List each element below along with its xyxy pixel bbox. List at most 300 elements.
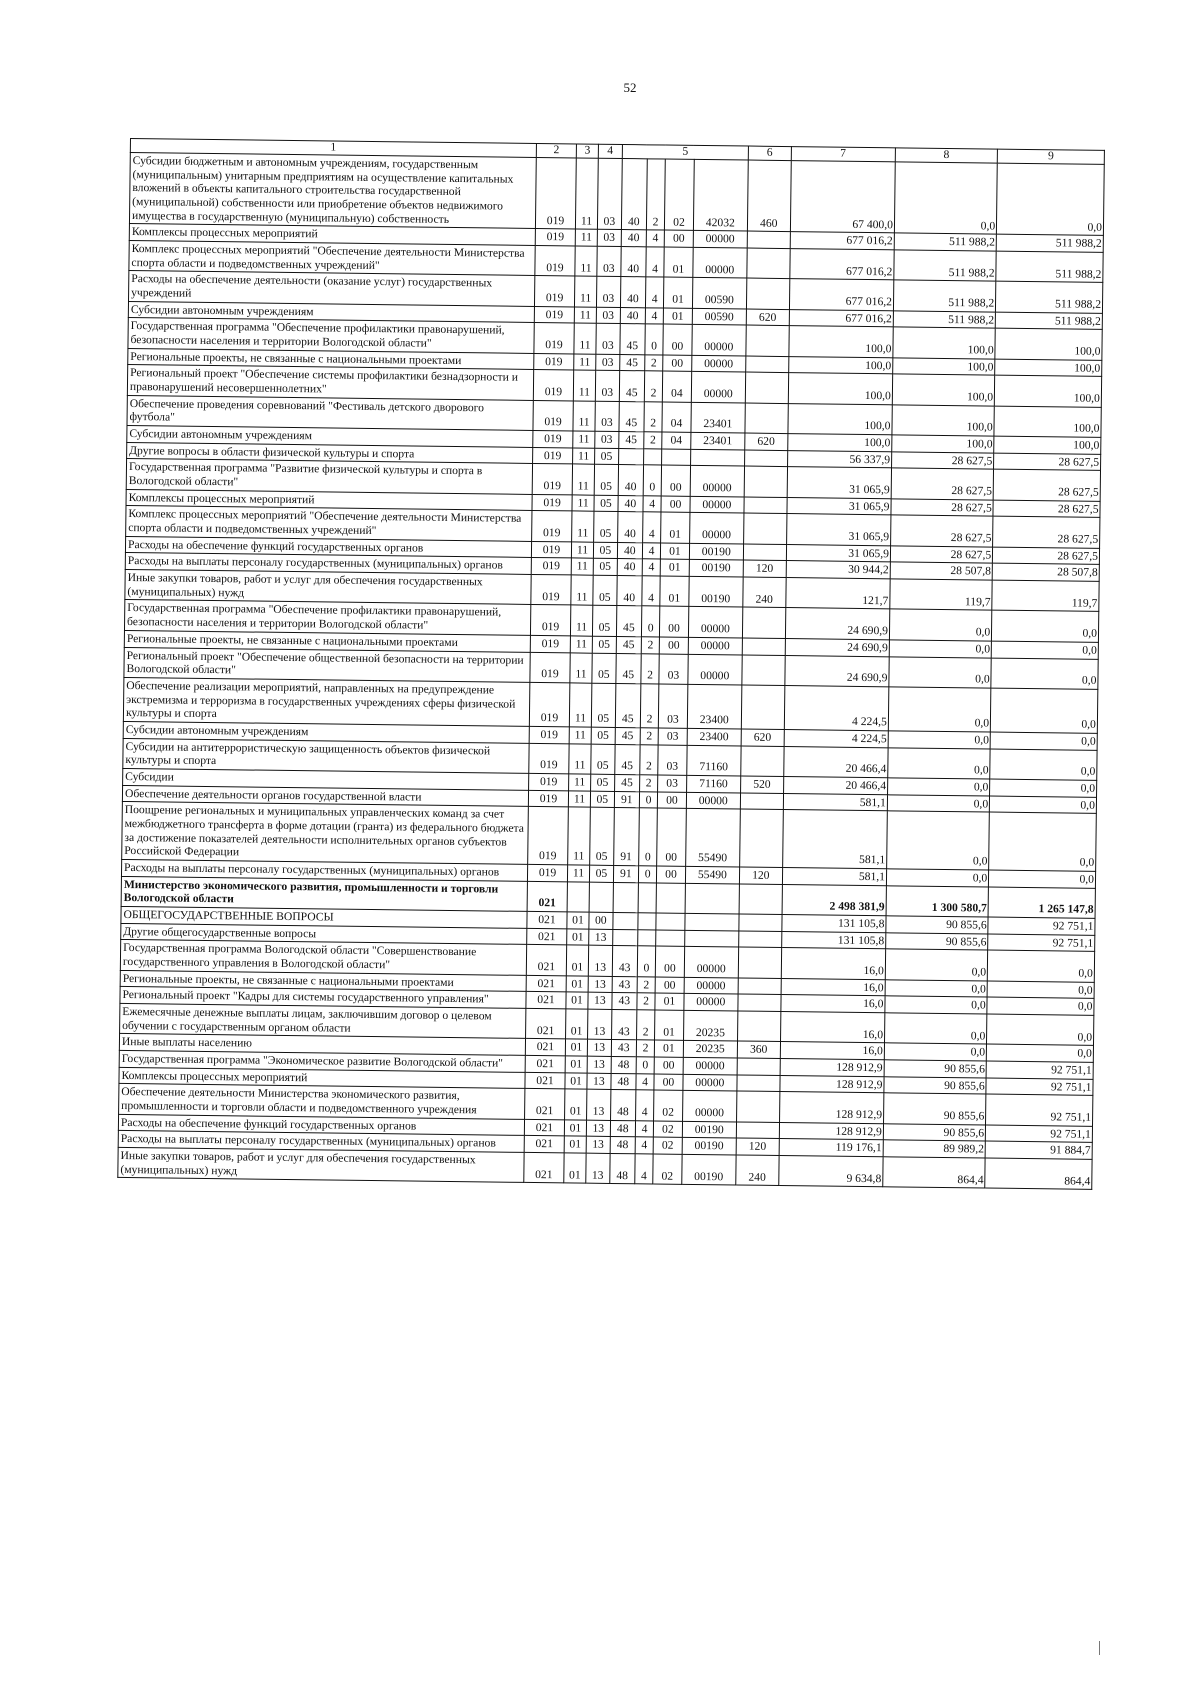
amount-col-8: 0,0: [889, 656, 992, 688]
code-ministry: 021: [524, 1089, 565, 1120]
code-program: 48: [610, 1090, 635, 1121]
row-name: Комплекс процессных мероприятий "Обеспечение деятельности Министерства спорта области и подведомственных учреждений": [126, 506, 532, 541]
row-name: ОБЩЕГОСУДАРСТВЕННЫЕ ВОПРОСЫ: [121, 906, 527, 928]
row-name: Комплексы процессных мероприятий: [129, 224, 535, 246]
code-program: 43: [611, 1009, 636, 1040]
code-direction: 00000: [684, 947, 739, 978]
code-type: 2: [637, 976, 656, 993]
amount-col-8: 90 855,6: [884, 1076, 986, 1094]
code-direction: 55490: [685, 809, 740, 867]
code-type: 4: [643, 496, 662, 513]
amount-col-7: 100,0: [787, 434, 892, 452]
amount-col-9: 28 627,5: [993, 500, 1100, 518]
row-name: Комплексы процессных мероприятий: [126, 489, 532, 511]
amount-col-8: 90 855,6: [886, 916, 988, 934]
code-element: 00: [657, 866, 685, 883]
code-program: 45: [619, 371, 644, 402]
code-element: 03: [658, 728, 686, 745]
code-subsection: 03: [595, 401, 619, 432]
header-col-5: 5: [622, 145, 748, 161]
code-direction: 71160: [686, 775, 741, 792]
amount-col-8: 0,0: [889, 609, 992, 641]
amount-col-9: 100,0: [994, 436, 1101, 454]
row-name: Обеспечение деятельности Министерства экономического развития, промышленности и торговли области и подведомственного учреждения: [119, 1084, 525, 1119]
amount-col-7: 677 016,2: [790, 232, 895, 250]
code-type: 0: [639, 791, 658, 808]
row-name: Региональные проекты, не связанные с национальными проектами: [128, 348, 534, 370]
amount-col-7: 4 224,5: [784, 729, 889, 747]
code-expense-type: [737, 1091, 780, 1122]
amount-col-9: 0,0: [997, 163, 1105, 236]
code-program: 40: [617, 559, 642, 576]
amount-col-9: 92 751,1: [988, 917, 1095, 935]
code-subsection: 05: [590, 774, 614, 791]
amount-col-7: 20 466,4: [783, 746, 888, 778]
code-section: 11: [576, 158, 599, 230]
amount-col-8: 0,0: [888, 747, 991, 779]
amount-col-9: 0,0: [990, 749, 1097, 781]
row-name: Субсидии автономным учреждениям: [123, 721, 529, 743]
scan-mark: [1099, 1641, 1100, 1655]
code-expense-type: [743, 544, 786, 561]
amount-col-9: 100,0: [995, 375, 1102, 407]
code-section: 11: [574, 323, 596, 354]
code-subsection: 05: [592, 653, 616, 684]
code-subsection: 13: [588, 976, 612, 993]
code-element: 03: [658, 775, 686, 792]
code-ministry: 021: [527, 928, 567, 945]
code-type: 2: [637, 993, 656, 1010]
code-type: 0: [637, 946, 656, 977]
amount-col-8: 511 988,2: [893, 311, 995, 329]
code-ministry: 021: [525, 1072, 565, 1089]
code-section: 11: [571, 575, 593, 606]
code-element: 02: [654, 1121, 682, 1138]
code-ministry: 021: [527, 881, 568, 912]
code-type: 0: [641, 606, 660, 637]
code-program: 40: [617, 512, 642, 543]
code-subsection: 05: [593, 559, 617, 576]
row-name: Государственная программа "Обеспечение профилактики правонарушений, безопасности населения и территории Вологодской области": [128, 318, 534, 353]
code-type: 2: [644, 432, 663, 449]
code-expense-type: 240: [736, 1155, 779, 1186]
code-direction: 00000: [690, 496, 745, 513]
amount-col-9: 28 507,8: [992, 564, 1099, 582]
amount-col-8: 100,0: [892, 435, 994, 453]
code-subsection: 05: [590, 791, 614, 808]
row-name: Другие вопросы в области физической культуры и спорта: [127, 442, 533, 464]
amount-col-9: 28 627,5: [993, 517, 1100, 549]
code-element: 00: [661, 465, 690, 496]
amount-col-9: 100,0: [995, 359, 1102, 377]
amount-col-9: 28 627,5: [993, 470, 1100, 502]
amount-col-9: 119,7: [992, 580, 1099, 612]
code-section: 11: [569, 774, 591, 791]
row-name: Другие общегосударственные вопросы: [121, 923, 527, 945]
row-name: Иные выплаты населению: [119, 1034, 525, 1056]
code-expense-type: [738, 947, 781, 978]
row-name: Обеспечение деятельности органов государственной власти: [122, 785, 528, 807]
code-program: 40: [617, 576, 642, 607]
code-ministry: 021: [526, 975, 566, 992]
header-col-7: 7: [791, 147, 896, 162]
code-program: 45: [614, 774, 639, 791]
code-type: 2: [636, 1010, 655, 1041]
code-expense-type: [745, 403, 788, 434]
code-element: 00: [663, 355, 691, 372]
amount-col-9: 511 988,2: [996, 251, 1103, 283]
code-subsection: 13: [588, 945, 612, 976]
code-section: 01: [566, 992, 588, 1009]
code-type: 0: [643, 465, 662, 496]
code-direction: 00000: [687, 654, 742, 685]
code-ministry: 019: [529, 743, 570, 774]
row-name: Субсидии: [123, 768, 529, 790]
code-direction: 23401: [690, 432, 745, 449]
code-element: 00: [660, 606, 689, 637]
row-name: Государственная программа Вологодской области "Совершенствование государственного управления в Вологодской области": [120, 940, 526, 975]
row-name: Расходы на выплаты персоналу государственных (муниципальных) органов: [121, 859, 527, 881]
code-expense-type: [744, 497, 787, 514]
code-section: 01: [564, 1120, 586, 1137]
code-element: 00: [665, 230, 693, 247]
code-section: 01: [566, 1009, 588, 1040]
code-expense-type: [745, 372, 788, 403]
amount-col-7: 677 016,2: [789, 279, 894, 311]
amount-col-9: 0,0: [991, 658, 1098, 690]
amount-col-8: 511 988,2: [894, 250, 997, 282]
budget-table: [117, 138, 1105, 1190]
code-program: 40: [621, 230, 646, 247]
code-expense-type: [740, 793, 783, 810]
code-element: 04: [662, 432, 690, 449]
amount-col-9: 0,0: [990, 779, 1097, 797]
amount-col-9: 0,0: [987, 981, 1094, 999]
code-direction: 23400: [687, 728, 742, 745]
code-ministry: 019: [532, 464, 573, 495]
header-col-2: 2: [536, 143, 576, 157]
code-direction: 00000: [682, 1091, 737, 1122]
code-type: 0: [638, 808, 657, 866]
code-ministry: 021: [527, 911, 567, 928]
code-program: 48: [611, 1073, 636, 1090]
code-program: 43: [612, 993, 637, 1010]
amount-col-7: 67 400,0: [790, 161, 895, 234]
code-expense-type: 520: [741, 776, 784, 793]
code-ministry: 021: [526, 992, 566, 1009]
code-program: 43: [612, 976, 637, 993]
row-name: Иные закупки товаров, работ и услуг для обеспечения государственных (муниципальных) нужд: [118, 1147, 524, 1182]
amount-col-8: 90 855,6: [884, 1060, 986, 1078]
code-subsection: 03: [595, 371, 619, 402]
row-name: Государственная программа "Экономическое развитие Вологодской области": [119, 1050, 525, 1072]
code-section: 11: [569, 683, 591, 727]
row-name: Субсидии автономным учреждениям: [128, 301, 534, 323]
amount-col-7: 2 498 381,9: [782, 884, 887, 916]
code-program: 43: [611, 1040, 636, 1057]
code-ministry: 021: [526, 945, 567, 976]
code-element: 01: [661, 512, 690, 543]
code-program: 45: [615, 727, 640, 744]
row-name: Расходы на обеспечение деятельности (оказание услуг) государственных учреждений: [129, 271, 535, 306]
code-direction: 00000: [691, 325, 746, 356]
row-name: Региональный проект "Кадры для системы государственного управления": [120, 987, 526, 1009]
amount-col-7: 31 065,9: [786, 514, 891, 546]
amount-col-9: 28 627,5: [993, 547, 1100, 565]
code-ministry: 021: [524, 1152, 565, 1183]
page-number: 52: [623, 80, 637, 95]
code-section: 01: [564, 1153, 586, 1184]
code-section: 11: [571, 558, 593, 575]
amount-col-7: 16,0: [781, 948, 886, 980]
amount-col-7: 9 634,8: [778, 1156, 883, 1188]
header-col-8: 8: [895, 148, 997, 163]
row-name: Субсидии на антитеррористическую защищенность объектов физической культуры и спорта: [123, 738, 529, 773]
code-expense-type: 620: [745, 433, 788, 450]
amount-col-7: 581,1: [783, 793, 888, 811]
amount-col-7: 31 065,9: [786, 544, 891, 562]
code-element: 01: [655, 1040, 683, 1057]
code-direction: 00000: [690, 466, 745, 497]
row-name: Поощрение региональных и муниципальных управленческих команд за счет межбюджетного трансферта в форме дотации (гранта) из федерального бюджета за достижение показателей деятельности исполнительных органов субъектов Российской Федерации: [122, 802, 529, 865]
code-program: 45: [616, 636, 641, 653]
code-ministry: 019: [529, 726, 569, 743]
code-element: 02: [654, 1090, 683, 1121]
amount-col-9: 0,0: [992, 611, 1099, 643]
code-direction: 00190: [681, 1154, 736, 1185]
code-section: 11: [573, 431, 595, 448]
code-element: 01: [664, 277, 693, 308]
amount-col-7: 24 690,9: [785, 608, 890, 640]
code-ministry: 019: [533, 431, 573, 448]
code-subsection: 00: [589, 912, 613, 929]
amount-col-8: 100,0: [893, 327, 996, 359]
header-col-3: 3: [576, 144, 598, 158]
code-type: 4: [642, 543, 661, 560]
code-type: 2: [639, 775, 658, 792]
code-direction: 20235: [683, 1041, 738, 1058]
header-col-6: 6: [748, 146, 791, 161]
code-expense-type: 620: [741, 729, 784, 746]
code-direction: 00590: [692, 308, 747, 325]
amount-col-7: 24 690,9: [785, 638, 890, 656]
code-type: 4: [642, 559, 661, 576]
amount-col-8: 0,0: [888, 731, 990, 749]
code-subsection: 05: [593, 512, 617, 543]
code-direction: 00190: [689, 543, 744, 560]
code-ministry: 019: [532, 447, 572, 464]
code-subsection: 03: [597, 246, 621, 277]
amount-col-8: 100,0: [892, 374, 995, 406]
amount-col-9: 100,0: [995, 328, 1102, 360]
code-section: 11: [575, 229, 597, 246]
code-expense-type: [743, 608, 786, 639]
code-expense-type: 240: [743, 577, 786, 608]
code-element: 03: [658, 745, 687, 776]
code-subsection: 05: [593, 542, 617, 559]
code-subsection: 05: [592, 606, 616, 637]
code-subsection: 03: [597, 230, 621, 247]
code-expense-type: [747, 248, 790, 279]
amount-col-8: 0,0: [885, 949, 988, 981]
code-expense-type: [747, 278, 790, 309]
row-name: Обеспечение реализации мероприятий, направленных на предупреждение экстремизма и терроризма в государственных учреждениях сферы физической культуры и спорта: [123, 677, 529, 726]
code-section: 01: [566, 945, 588, 976]
amount-col-8: 0,0: [885, 979, 987, 997]
code-direction: [684, 930, 739, 947]
code-type: 2: [640, 744, 659, 775]
amount-col-8: 0,0: [885, 996, 987, 1014]
code-section: 01: [566, 976, 588, 993]
code-ministry: 019: [532, 494, 572, 511]
code-program: 40: [621, 247, 646, 278]
code-program: 48: [610, 1120, 635, 1137]
amount-col-7: 24 690,9: [784, 655, 889, 687]
amount-col-7: 128 912,9: [780, 1058, 885, 1076]
row-name: Субсидии автономным учреждениям: [127, 426, 533, 448]
amount-col-8: 0,0: [894, 162, 997, 235]
code-direction: 00000: [683, 1057, 738, 1074]
amount-col-8: 28 627,5: [891, 468, 994, 500]
code-expense-type: 120: [739, 867, 782, 884]
row-name: Иные закупки товаров, работ и услуг для обеспечения государственных (муниципальных) нужд: [125, 570, 531, 605]
code-direction: 00000: [684, 977, 739, 994]
code-expense-type: [738, 1011, 781, 1042]
amount-col-7: 4 224,5: [784, 685, 889, 730]
amount-col-9: 0,0: [987, 997, 1094, 1015]
code-direction: 00000: [691, 355, 746, 372]
code-program: 91: [613, 865, 638, 882]
amount-col-8: 100,0: [892, 405, 995, 437]
code-direction: [690, 449, 745, 466]
row-name: Региональный проект "Обеспечение общественной безопасности на территории Вологодской области": [124, 647, 530, 682]
budget-sheet: [117, 138, 1105, 1190]
amount-col-7: 100,0: [788, 373, 893, 405]
row-name: Комплекс процессных мероприятий "Обеспечение деятельности Министерства спорта области и подведомственных учреждений": [129, 241, 535, 276]
code-expense-type: [741, 746, 784, 777]
code-program: 40: [620, 277, 645, 308]
amount-col-7: 31 065,9: [787, 467, 892, 499]
code-element: 00: [654, 1074, 682, 1091]
row-name: Расходы на обеспечение функций государственных органов: [125, 536, 531, 558]
code-subsection: 03: [596, 354, 620, 371]
amount-col-9: 0,0: [988, 950, 1095, 982]
code-section: 11: [572, 511, 594, 542]
code-element: 01: [664, 308, 692, 325]
row-name: Комплексы процессных мероприятий: [119, 1067, 525, 1089]
code-subsection: 05: [591, 727, 615, 744]
code-section: 11: [570, 636, 592, 653]
amount-col-8: 100,0: [893, 358, 995, 376]
code-section: 01: [564, 1136, 586, 1153]
code-type: 4: [635, 1154, 654, 1185]
amount-col-8: 864,4: [883, 1157, 986, 1189]
code-ministry: 021: [525, 1008, 566, 1039]
code-program: 45: [619, 432, 644, 449]
code-program: [618, 448, 643, 465]
amount-col-9: 864,4: [985, 1158, 1092, 1190]
code-program: 43: [612, 946, 637, 977]
code-expense-type: [736, 1122, 779, 1139]
amount-col-7: 100,0: [787, 403, 892, 435]
code-section: 01: [565, 1073, 587, 1090]
code-program: 45: [616, 606, 641, 637]
code-ministry: 019: [531, 558, 571, 575]
amount-col-9: 92 751,1: [986, 1125, 1093, 1143]
code-section: 11: [574, 354, 596, 371]
amount-col-9: 0,0: [987, 1044, 1094, 1062]
amount-col-8: 28 627,5: [891, 452, 993, 470]
code-subsection: 13: [588, 992, 612, 1009]
code-program: [613, 882, 638, 913]
code-direction: 00000: [693, 231, 748, 248]
amount-col-8: 0,0: [888, 687, 991, 732]
code-expense-type: [738, 978, 781, 995]
code-ministry: 019: [528, 790, 568, 807]
code-ministry: 019: [535, 245, 576, 276]
code-type: 0: [638, 866, 657, 883]
code-element: 01: [660, 576, 689, 607]
amount-col-8: 90 855,6: [883, 1123, 985, 1141]
amount-col-7: 100,0: [788, 326, 893, 358]
code-subsection: 13: [589, 929, 613, 946]
code-ministry: 019: [531, 511, 572, 542]
code-ministry: 019: [534, 276, 575, 307]
code-element: 04: [663, 371, 692, 402]
code-element: 01: [661, 559, 689, 576]
code-direction: 71160: [686, 745, 741, 776]
amount-col-9: 92 751,1: [986, 1078, 1093, 1096]
code-direction: 00000: [683, 1074, 738, 1091]
code-type: 4: [636, 1073, 655, 1090]
amount-col-7: 56 337,9: [787, 450, 892, 468]
code-section: 11: [569, 743, 591, 774]
amount-col-9: 91 884,7: [985, 1141, 1092, 1159]
code-type: 4: [635, 1120, 654, 1137]
code-type: 0: [645, 324, 664, 355]
code-type: 4: [642, 576, 661, 607]
amount-col-7: 581,1: [782, 867, 887, 885]
code-subsection: 03: [597, 158, 622, 230]
code-ministry: 019: [533, 370, 574, 401]
code-element: 01: [664, 247, 693, 278]
header-col-4: 4: [598, 144, 622, 158]
code-type: 2: [636, 1040, 655, 1057]
code-direction: 00190: [689, 560, 744, 577]
code-section: [567, 881, 589, 912]
amount-col-7: 677 016,2: [789, 309, 894, 327]
code-type: [638, 929, 657, 946]
code-element: [656, 913, 684, 930]
code-program: 45: [615, 744, 640, 775]
amount-col-9: 0,0: [991, 688, 1098, 733]
amount-col-9: 0,0: [989, 870, 1096, 888]
code-direction: 23400: [687, 684, 742, 729]
code-expense-type: [745, 450, 788, 467]
amount-col-8: 28 627,5: [891, 515, 994, 547]
code-ministry: 021: [524, 1136, 564, 1153]
code-section: 11: [573, 370, 595, 401]
code-element: 01: [655, 993, 683, 1010]
code-element: 00: [660, 637, 688, 654]
code-subsection: 03: [596, 307, 620, 324]
code-expense-type: [739, 884, 782, 915]
code-type: 2: [644, 371, 663, 402]
code-element: 00: [654, 1057, 682, 1074]
amount-col-8: 0,0: [889, 640, 991, 658]
amount-col-8: 0,0: [887, 778, 989, 796]
amount-col-9: 0,0: [990, 732, 1097, 750]
